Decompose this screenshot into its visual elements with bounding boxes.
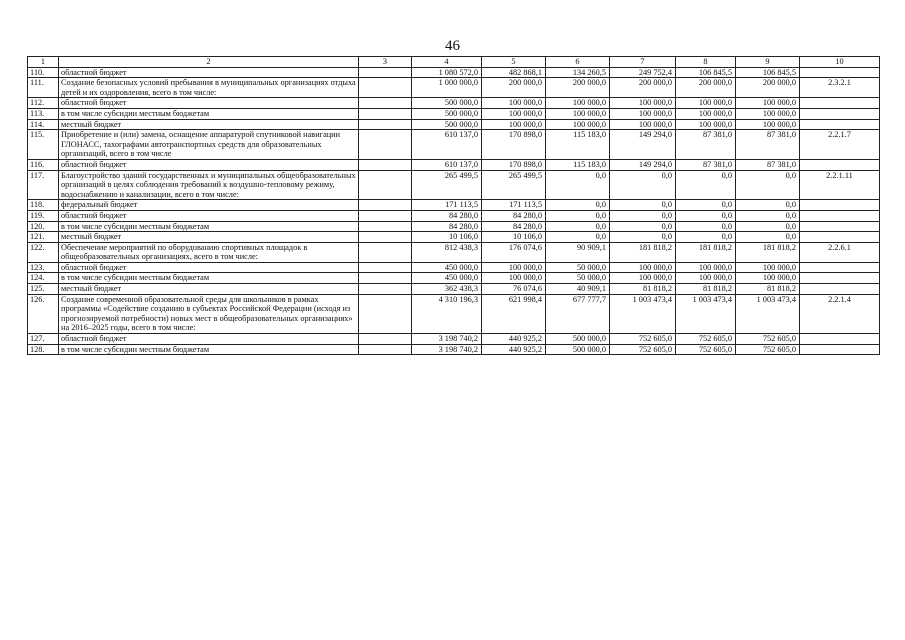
row-value-col9: 181 818,2 bbox=[736, 242, 800, 262]
row-name: областной бюджет bbox=[59, 210, 359, 221]
row-value-col5: 482 868,1 bbox=[482, 67, 546, 78]
column-header: 8 bbox=[676, 57, 736, 68]
row-col3 bbox=[359, 344, 412, 355]
row-value-col8: 200 000,0 bbox=[676, 78, 736, 98]
row-name: областной бюджет bbox=[59, 98, 359, 109]
row-total: 812 438,3 bbox=[412, 242, 482, 262]
row-value-col8: 752 605,0 bbox=[676, 334, 736, 345]
column-header: 6 bbox=[546, 57, 610, 68]
row-value-col5: 84 280,0 bbox=[482, 210, 546, 221]
row-value-col9: 100 000,0 bbox=[736, 273, 800, 284]
row-number: 116. bbox=[28, 159, 59, 170]
row-name: в том числе субсидии местным бюджетам bbox=[59, 108, 359, 119]
row-value-col8: 87 381,0 bbox=[676, 130, 736, 160]
row-value-col5: 100 000,0 bbox=[482, 108, 546, 119]
table-row bbox=[28, 108, 880, 119]
row-name: местный бюджет bbox=[59, 232, 359, 243]
row-value-col7: 100 000,0 bbox=[610, 98, 676, 109]
row-value-col6: 500 000,0 bbox=[546, 334, 610, 345]
row-total: 84 280,0 bbox=[412, 221, 482, 232]
row-value-col9: 106 845,5 bbox=[736, 67, 800, 78]
row-number: 123. bbox=[28, 262, 59, 273]
column-header: 2 bbox=[59, 57, 359, 68]
row-total: 3 198 740,2 bbox=[412, 344, 482, 355]
row-value-col6: 200 000,0 bbox=[546, 78, 610, 98]
column-header: 4 bbox=[412, 57, 482, 68]
table-row bbox=[28, 119, 880, 130]
row-number: 115. bbox=[28, 130, 59, 160]
row-value-col5: 100 000,0 bbox=[482, 262, 546, 273]
row-total: 265 499,5 bbox=[412, 170, 482, 200]
row-value-col5: 76 074,6 bbox=[482, 284, 546, 295]
row-reference bbox=[800, 98, 880, 109]
table-row bbox=[28, 284, 880, 295]
row-name: в том числе субсидии местным бюджетам bbox=[59, 273, 359, 284]
row-value-col8: 0,0 bbox=[676, 232, 736, 243]
table-row bbox=[28, 232, 880, 243]
row-value-col7: 0,0 bbox=[610, 210, 676, 221]
row-reference: 2.3.2.1 bbox=[800, 78, 880, 98]
row-total: 362 438,3 bbox=[412, 284, 482, 295]
row-number: 118. bbox=[28, 200, 59, 211]
table-row bbox=[28, 98, 880, 109]
row-col3 bbox=[359, 232, 412, 243]
row-col3 bbox=[359, 119, 412, 130]
row-value-col9: 87 381,0 bbox=[736, 130, 800, 160]
row-col3 bbox=[359, 67, 412, 78]
row-name: Создание безопасных условий пребывания в муниципальных организациях отдыха детей и их оздоровления, всего в том числе: bbox=[59, 78, 359, 98]
row-value-col6: 677 777,7 bbox=[546, 294, 610, 333]
row-number: 125. bbox=[28, 284, 59, 295]
row-col3 bbox=[359, 130, 412, 160]
row-value-col9: 0,0 bbox=[736, 200, 800, 211]
row-value-col9: 100 000,0 bbox=[736, 98, 800, 109]
row-value-col6: 50 000,0 bbox=[546, 262, 610, 273]
row-col3 bbox=[359, 78, 412, 98]
row-reference bbox=[800, 344, 880, 355]
column-header: 5 bbox=[482, 57, 546, 68]
row-value-col8: 1 003 473,4 bbox=[676, 294, 736, 333]
row-value-col9: 0,0 bbox=[736, 221, 800, 232]
row-total: 450 000,0 bbox=[412, 273, 482, 284]
row-value-col6: 134 260,5 bbox=[546, 67, 610, 78]
row-value-col5: 200 000,0 bbox=[482, 78, 546, 98]
row-number: 128. bbox=[28, 344, 59, 355]
row-total: 1 000 000,0 bbox=[412, 78, 482, 98]
row-reference bbox=[800, 67, 880, 78]
row-value-col9: 81 818,2 bbox=[736, 284, 800, 295]
row-total: 171 113,5 bbox=[412, 200, 482, 211]
row-number: 127. bbox=[28, 334, 59, 345]
column-header: 7 bbox=[610, 57, 676, 68]
column-header: 10 bbox=[800, 57, 880, 68]
row-value-col7: 1 003 473,4 bbox=[610, 294, 676, 333]
row-col3 bbox=[359, 273, 412, 284]
page-number: 46 bbox=[445, 38, 460, 54]
row-col3 bbox=[359, 262, 412, 273]
row-value-col8: 87 381,0 bbox=[676, 159, 736, 170]
row-col3 bbox=[359, 200, 412, 211]
row-value-col7: 0,0 bbox=[610, 170, 676, 200]
row-total: 500 000,0 bbox=[412, 98, 482, 109]
row-col3 bbox=[359, 334, 412, 345]
row-value-col8: 100 000,0 bbox=[676, 119, 736, 130]
row-value-col7: 149 294,0 bbox=[610, 130, 676, 160]
row-name: областной бюджет bbox=[59, 159, 359, 170]
row-total: 3 198 740,2 bbox=[412, 334, 482, 345]
row-value-col6: 115 183,0 bbox=[546, 159, 610, 170]
row-value-col7: 0,0 bbox=[610, 232, 676, 243]
row-value-col9: 752 605,0 bbox=[736, 344, 800, 355]
budget-table bbox=[27, 56, 880, 355]
row-value-col7: 100 000,0 bbox=[610, 262, 676, 273]
column-header: 1 bbox=[28, 57, 59, 68]
row-number: 117. bbox=[28, 170, 59, 200]
row-name: в том числе субсидии местным бюджетам bbox=[59, 221, 359, 232]
table-row bbox=[28, 262, 880, 273]
row-value-col5: 440 925,2 bbox=[482, 334, 546, 345]
row-value-col5: 171 113,5 bbox=[482, 200, 546, 211]
header-row bbox=[28, 57, 880, 68]
row-col3 bbox=[359, 108, 412, 119]
row-value-col8: 100 000,0 bbox=[676, 273, 736, 284]
row-value-col6: 40 909,1 bbox=[546, 284, 610, 295]
column-header: 9 bbox=[736, 57, 800, 68]
row-value-col7: 100 000,0 bbox=[610, 108, 676, 119]
row-col3 bbox=[359, 170, 412, 200]
row-reference bbox=[800, 284, 880, 295]
row-value-col5: 10 106,0 bbox=[482, 232, 546, 243]
row-number: 113. bbox=[28, 108, 59, 119]
row-col3 bbox=[359, 221, 412, 232]
row-value-col9: 100 000,0 bbox=[736, 108, 800, 119]
row-value-col8: 0,0 bbox=[676, 170, 736, 200]
row-value-col7: 752 605,0 bbox=[610, 344, 676, 355]
row-value-col9: 100 000,0 bbox=[736, 119, 800, 130]
row-value-col6: 0,0 bbox=[546, 210, 610, 221]
row-reference bbox=[800, 210, 880, 221]
row-value-col6: 100 000,0 bbox=[546, 98, 610, 109]
table-row bbox=[28, 242, 880, 262]
table-row bbox=[28, 210, 880, 221]
row-total: 84 280,0 bbox=[412, 210, 482, 221]
row-value-col7: 149 294,0 bbox=[610, 159, 676, 170]
table-row bbox=[28, 159, 880, 170]
row-col3 bbox=[359, 159, 412, 170]
row-number: 112. bbox=[28, 98, 59, 109]
row-value-col9: 100 000,0 bbox=[736, 262, 800, 273]
row-name: Благоустройство зданий государственных и муниципальных общеобразовательных организаций в целях соблюдения требований к воздушно-тепловому режиму, водоснабжению и канализации, всего в том числе: bbox=[59, 170, 359, 200]
row-number: 124. bbox=[28, 273, 59, 284]
row-value-col9: 0,0 bbox=[736, 210, 800, 221]
row-col3 bbox=[359, 210, 412, 221]
row-value-col8: 0,0 bbox=[676, 221, 736, 232]
row-reference bbox=[800, 273, 880, 284]
row-value-col7: 200 000,0 bbox=[610, 78, 676, 98]
row-value-col7: 752 605,0 bbox=[610, 334, 676, 345]
row-number: 126. bbox=[28, 294, 59, 333]
row-value-col9: 0,0 bbox=[736, 232, 800, 243]
row-reference: 2.2.1.11 bbox=[800, 170, 880, 200]
row-reference: 2.2.1.4 bbox=[800, 294, 880, 333]
row-name: федеральный бюджет bbox=[59, 200, 359, 211]
row-name: местный бюджет bbox=[59, 119, 359, 130]
row-reference: 2.2.1.7 bbox=[800, 130, 880, 160]
row-col3 bbox=[359, 242, 412, 262]
row-value-col9: 200 000,0 bbox=[736, 78, 800, 98]
row-value-col5: 84 280,0 bbox=[482, 221, 546, 232]
table-row bbox=[28, 273, 880, 284]
row-name: Обеспечение мероприятий по оборудованию спортивных площадок в общеобразовательных организациях, всего в том числе: bbox=[59, 242, 359, 262]
row-value-col6: 50 000,0 bbox=[546, 273, 610, 284]
row-value-col9: 1 003 473,4 bbox=[736, 294, 800, 333]
row-name: областной бюджет bbox=[59, 67, 359, 78]
row-value-col6: 0,0 bbox=[546, 200, 610, 211]
row-value-col6: 90 909,1 bbox=[546, 242, 610, 262]
row-value-col7: 0,0 bbox=[610, 200, 676, 211]
row-reference bbox=[800, 334, 880, 345]
row-value-col5: 100 000,0 bbox=[482, 98, 546, 109]
row-value-col7: 0,0 bbox=[610, 221, 676, 232]
row-value-col8: 0,0 bbox=[676, 210, 736, 221]
row-total: 4 310 196,3 bbox=[412, 294, 482, 333]
row-reference bbox=[800, 232, 880, 243]
row-reference bbox=[800, 119, 880, 130]
row-value-col9: 0,0 bbox=[736, 170, 800, 200]
row-name: областной бюджет bbox=[59, 262, 359, 273]
row-total: 500 000,0 bbox=[412, 119, 482, 130]
table-row bbox=[28, 334, 880, 345]
row-value-col8: 0,0 bbox=[676, 200, 736, 211]
row-value-col5: 621 998,4 bbox=[482, 294, 546, 333]
row-number: 110. bbox=[28, 67, 59, 78]
row-reference: 2.2.6.1 bbox=[800, 242, 880, 262]
table-row bbox=[28, 200, 880, 211]
row-value-col6: 100 000,0 bbox=[546, 108, 610, 119]
table-row bbox=[28, 294, 880, 333]
row-name: областной бюджет bbox=[59, 334, 359, 345]
row-number: 119. bbox=[28, 210, 59, 221]
row-col3 bbox=[359, 98, 412, 109]
row-value-col5: 440 925,2 bbox=[482, 344, 546, 355]
row-reference bbox=[800, 159, 880, 170]
row-col3 bbox=[359, 294, 412, 333]
row-name: Создание современной образовательной среды для школьников в рамках программы «Содействие созданию в субъектах Российской Федерации (исходя из прогнозируемой потребности) новых мест в общеобразовательных организациях» на 2016–2025 годы, всего в том числе: bbox=[59, 294, 359, 333]
row-value-col5: 176 074,6 bbox=[482, 242, 546, 262]
row-total: 10 106,0 bbox=[412, 232, 482, 243]
row-value-col9: 87 381,0 bbox=[736, 159, 800, 170]
row-number: 114. bbox=[28, 119, 59, 130]
row-reference bbox=[800, 221, 880, 232]
row-value-col8: 181 818,2 bbox=[676, 242, 736, 262]
row-reference bbox=[800, 108, 880, 119]
row-value-col8: 81 818,2 bbox=[676, 284, 736, 295]
row-number: 111. bbox=[28, 78, 59, 98]
row-value-col6: 100 000,0 bbox=[546, 119, 610, 130]
row-value-col8: 100 000,0 bbox=[676, 262, 736, 273]
row-value-col8: 100 000,0 bbox=[676, 98, 736, 109]
row-value-col8: 752 605,0 bbox=[676, 344, 736, 355]
row-value-col7: 81 818,2 bbox=[610, 284, 676, 295]
table-body bbox=[28, 57, 880, 355]
row-name: Приобретение и (или) замена, оснащение аппаратурой спутниковой навигации ГЛОНАСС, тахографами автотранспортных средств для образовательных организаций, всего в том числе bbox=[59, 130, 359, 160]
row-total: 610 137,0 bbox=[412, 159, 482, 170]
row-value-col5: 100 000,0 bbox=[482, 119, 546, 130]
row-value-col6: 0,0 bbox=[546, 232, 610, 243]
table-row bbox=[28, 221, 880, 232]
row-total: 610 137,0 bbox=[412, 130, 482, 160]
row-value-col5: 100 000,0 bbox=[482, 273, 546, 284]
row-reference bbox=[800, 200, 880, 211]
table-row bbox=[28, 78, 880, 98]
row-value-col7: 100 000,0 bbox=[610, 119, 676, 130]
column-header: 3 bbox=[359, 57, 412, 68]
row-col3 bbox=[359, 284, 412, 295]
row-value-col5: 265 499,5 bbox=[482, 170, 546, 200]
row-value-col5: 170 898,0 bbox=[482, 130, 546, 160]
row-value-col6: 115 183,0 bbox=[546, 130, 610, 160]
table-row bbox=[28, 344, 880, 355]
row-value-col7: 249 752,4 bbox=[610, 67, 676, 78]
row-value-col5: 170 898,0 bbox=[482, 159, 546, 170]
row-number: 122. bbox=[28, 242, 59, 262]
row-value-col8: 106 845,5 bbox=[676, 67, 736, 78]
row-value-col9: 752 605,0 bbox=[736, 334, 800, 345]
table-row bbox=[28, 170, 880, 200]
row-number: 120. bbox=[28, 221, 59, 232]
row-value-col8: 100 000,0 bbox=[676, 108, 736, 119]
row-total: 1 080 572,0 bbox=[412, 67, 482, 78]
row-value-col6: 500 000,0 bbox=[546, 344, 610, 355]
row-reference bbox=[800, 262, 880, 273]
row-name: в том числе субсидии местным бюджетам bbox=[59, 344, 359, 355]
row-value-col6: 0,0 bbox=[546, 170, 610, 200]
table-row bbox=[28, 130, 880, 160]
row-name: местный бюджет bbox=[59, 284, 359, 295]
row-value-col6: 0,0 bbox=[546, 221, 610, 232]
row-total: 450 000,0 bbox=[412, 262, 482, 273]
row-value-col7: 100 000,0 bbox=[610, 273, 676, 284]
table-row bbox=[28, 67, 880, 78]
row-total: 500 000,0 bbox=[412, 108, 482, 119]
row-value-col7: 181 818,2 bbox=[610, 242, 676, 262]
row-number: 121. bbox=[28, 232, 59, 243]
